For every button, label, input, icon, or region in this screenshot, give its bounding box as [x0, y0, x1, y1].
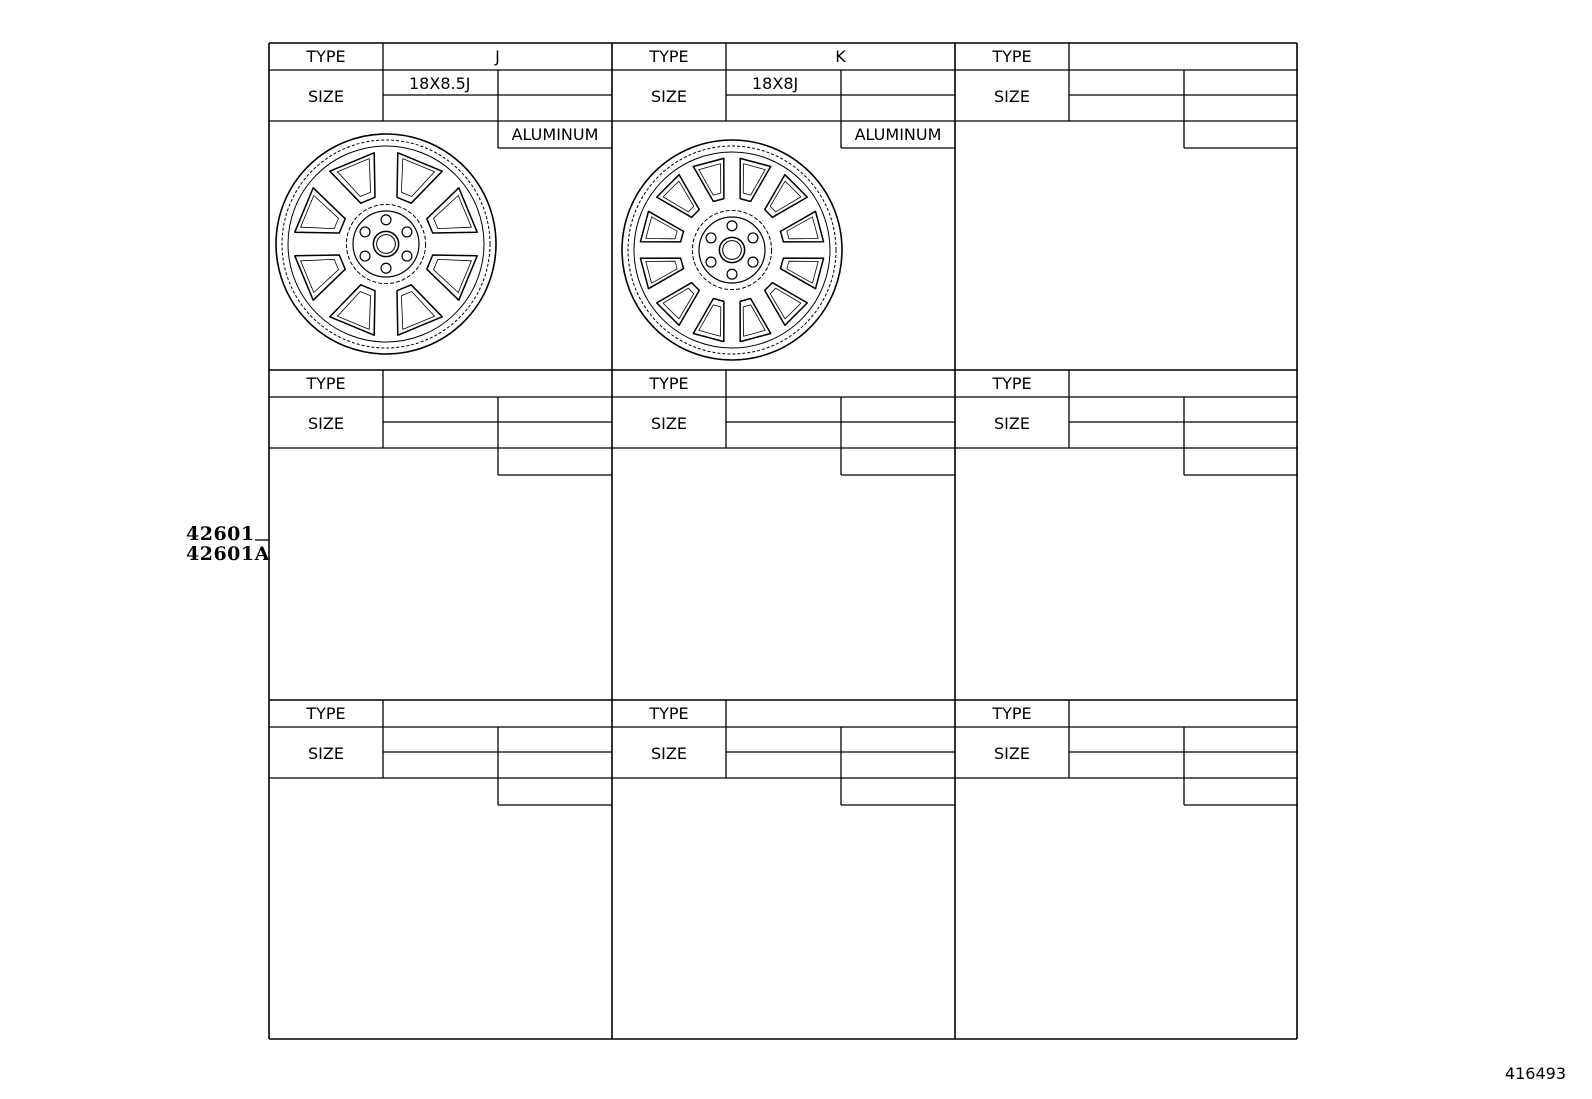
wheel-j-spoke-window-inner: [301, 259, 339, 292]
part-number[interactable]: 42601A: [186, 543, 270, 565]
type-value: J: [495, 47, 500, 66]
wheel-j-spoke-window: [397, 153, 442, 203]
wheel-j-hub-outer: [346, 204, 425, 283]
size-label: SIZE: [994, 87, 1030, 106]
wheel-j-lug-nut: [381, 215, 391, 225]
wheel-k-spoke-window: [640, 258, 683, 289]
wheel-k-hub-outer: [692, 210, 771, 289]
wheel-j-rim-lip: [288, 146, 484, 342]
wheel-k-spoke-window-inner: [743, 305, 765, 336]
part-number[interactable]: 42601: [186, 523, 255, 545]
type-label: TYPE: [992, 47, 1032, 66]
wheel-k-rim-lip: [634, 152, 830, 348]
size-label: SIZE: [308, 414, 344, 433]
wheel-j-lug-nut: [360, 227, 370, 237]
wheel-k-hub-ring: [699, 217, 765, 283]
wheel-j-spoke-window-inner: [401, 159, 434, 197]
wheel-j-lug-nut: [402, 251, 412, 261]
wheel-j-spoke-window: [427, 255, 477, 300]
wheel-j-rim-inner: [282, 140, 490, 348]
wheel-k-spoke-window: [657, 175, 700, 218]
type-label: TYPE: [992, 374, 1032, 393]
type-label: TYPE: [992, 704, 1032, 723]
wheel-k-spoke-window-inner: [787, 217, 818, 239]
size-value: 18X8J: [752, 74, 799, 93]
type-label: TYPE: [649, 704, 689, 723]
wheel-k-lug-nut: [706, 233, 716, 243]
size-label: SIZE: [308, 744, 344, 763]
wheel-k-spoke-window: [640, 211, 683, 242]
size-label: SIZE: [308, 87, 344, 106]
type-label: TYPE: [306, 704, 346, 723]
wheel-k-spoke-window-inner: [787, 261, 818, 283]
wheel-j-lug-nut: [360, 251, 370, 261]
wheel-j-center-cap: [377, 235, 396, 254]
wheel-j-lug-nut: [402, 227, 412, 237]
size-label: SIZE: [651, 87, 687, 106]
wheel-j-spoke-window-inner: [338, 159, 371, 197]
type-label: TYPE: [306, 374, 346, 393]
wheel-k-spoke-window-inner: [743, 164, 765, 195]
wheel-k-spoke-window: [657, 283, 700, 326]
wheel-k-lug-nut: [748, 257, 758, 267]
type-label: TYPE: [649, 374, 689, 393]
wheel-j-spoke-window-inner: [434, 196, 472, 229]
wheel-j-spoke-window-inner: [338, 292, 371, 330]
size-label: SIZE: [651, 414, 687, 433]
wheel-k-spoke-window: [765, 175, 808, 218]
part-number-list: [186, 524, 270, 564]
material-value: ALUMINUM: [511, 125, 599, 144]
wheel-k-spoke-window: [693, 299, 724, 342]
wheel-k-spoke-window-inner: [646, 217, 677, 239]
reference-number: 416493: [1504, 1064, 1566, 1083]
wheel-j-spoke-window-inner: [401, 292, 434, 330]
wheel-j-spoke-window: [330, 153, 375, 203]
wheel-k-spoke-window: [765, 283, 808, 326]
type-label: TYPE: [306, 47, 346, 66]
type-value: K: [835, 47, 846, 66]
wheel-k-lug-nut: [748, 233, 758, 243]
wheel-k-spoke-window: [693, 158, 724, 201]
size-label: SIZE: [651, 744, 687, 763]
wheel-j-spoke-window: [427, 188, 477, 233]
wheel-k-spoke-window-inner: [699, 305, 721, 336]
wheel-k-rim-outer: [622, 140, 842, 360]
wheel-k-spoke-window-inner: [699, 164, 721, 195]
wheel-k-spoke-window: [781, 211, 824, 242]
wheel-k-lug-nut: [727, 221, 737, 231]
material-value: ALUMINUM: [854, 125, 942, 144]
wheel-j-spoke-window: [295, 255, 345, 300]
size-label: SIZE: [994, 414, 1030, 433]
wheel-j-hub-ring: [353, 211, 419, 277]
wheel-j-spoke-window: [295, 188, 345, 233]
wheel-k-spoke-window: [740, 299, 771, 342]
size-value: 18X8.5J: [409, 74, 471, 93]
wheel-j-rim-outer: [276, 134, 496, 354]
wheel-j-spoke-window: [330, 285, 375, 335]
wheel-k-rim-inner: [628, 146, 836, 354]
wheel-j-spoke-window-inner: [301, 196, 339, 229]
wheel-k-spoke-window: [740, 158, 771, 201]
wheel-k-spoke-window-inner: [646, 261, 677, 283]
wheel-k-lug-nut: [706, 257, 716, 267]
type-label: TYPE: [649, 47, 689, 66]
wheel-j-lug-nut: [381, 263, 391, 273]
wheel-k-lug-nut: [727, 269, 737, 279]
wheel-k-spoke-window: [781, 258, 824, 289]
wheel-j-spoke-window: [397, 285, 442, 335]
size-label: SIZE: [994, 744, 1030, 763]
wheel-k-center-cap: [723, 241, 742, 260]
wheel-j-spoke-window-inner: [434, 259, 472, 292]
